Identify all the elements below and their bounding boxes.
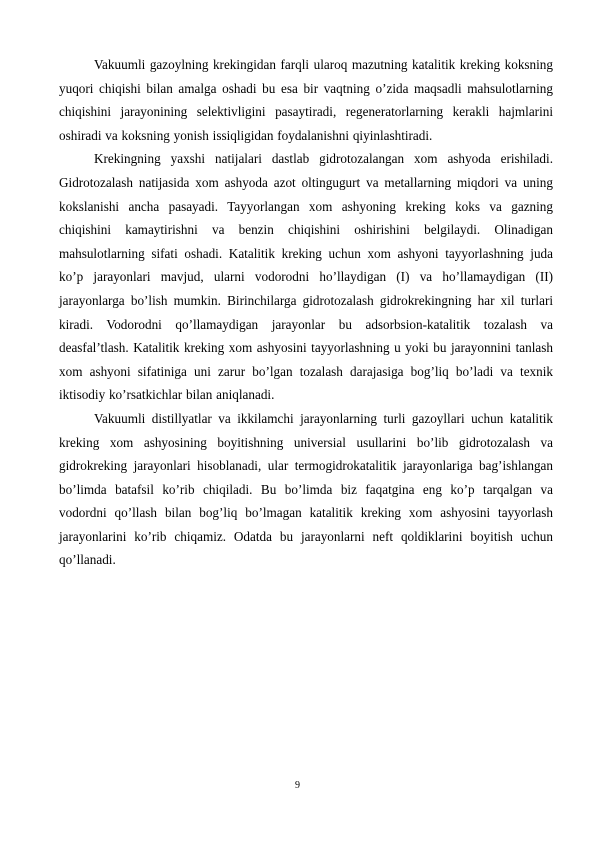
paragraph-1: Vakuumli gazoylning krekingidan farqli ularoq mazutning katalitik kreking koksning yuqori chiqishi bilan amalga oshadi bu esa bir vaqtning o’zida maqsadli mahsulotlarning chiqishini jarayonining selektivligini pasaytiradi, regeneratorlarning kerakli hajmlarini oshiradi va koksning yonish issiqligidan foydalanishni qiyinlashtiradi. <box>59 57 553 143</box>
page-number: 9 <box>295 780 300 791</box>
paragraph-2: Krekingning yaxshi natijalari dastlab gidrotozalangan xom ashyoda erishiladi. Gidrotozalash natijasida xom ashyoda azot oltingugurt va metallarning miqdori va uning kokslanishi ancha pasayadi. Tayyorlangan xom ashyoning kreking koks va gazning chiqishini kamaytirishni va benzin chiqishini oshirishini belgilaydi. Olinadigan mahsulotlarning sifati oshadi. Katalitik kreking uchun xom ashyoni tayyorlashning juda ko’p jarayonlari mavjud, ularni vodorodni ho’llaydigan (I) va ho’llamaydigan (II) jarayonlarga bo’lish mumkin. Birinchilarga gidrotozalash gidrokrekingning har xil turlari kiradi. Vodorodni qo’llamaydigan jarayonlar bu adsorbsion-katalitik tozalash va deasfal’tlash. Katalitik kreking xom ashyosini tayyorlashning u yoki bu jarayonnini tanlash xom ashyoni sifatiniga uni zarur bo’lgan tozalash darajasiga bog’liq bo’ladi va texnik iktisodiy ko’rsatkichlar bilan aniqlanadi. <box>59 151 553 403</box>
body-text <box>59 53 553 572</box>
paragraph-3: Vakuumli distillyatlar va ikkilamchi jarayonlarning turli gazoyllari uchun katalitik kreking xom ashyosining boyitishning universial usullarini bo’lib gidrotozalash va gidrokreking jarayonlari hisoblanadi, ular termogidrokatalitik jarayonlariga bag’ishlangan bo’limda batafsil ko’rib chiqiladi. Bu bo’limda biz faqatgina eng ko’p tarqalgan va vodordni qo’llash bilan bog’liq bo’lmagan katalitik kreking xom ashyosini tayyorlash jarayonlarini ko’rib chiqamiz. Odatda bu jarayonlarni neft qoldiklarini boyitish uchun qo’llanadi. <box>59 410 553 568</box>
